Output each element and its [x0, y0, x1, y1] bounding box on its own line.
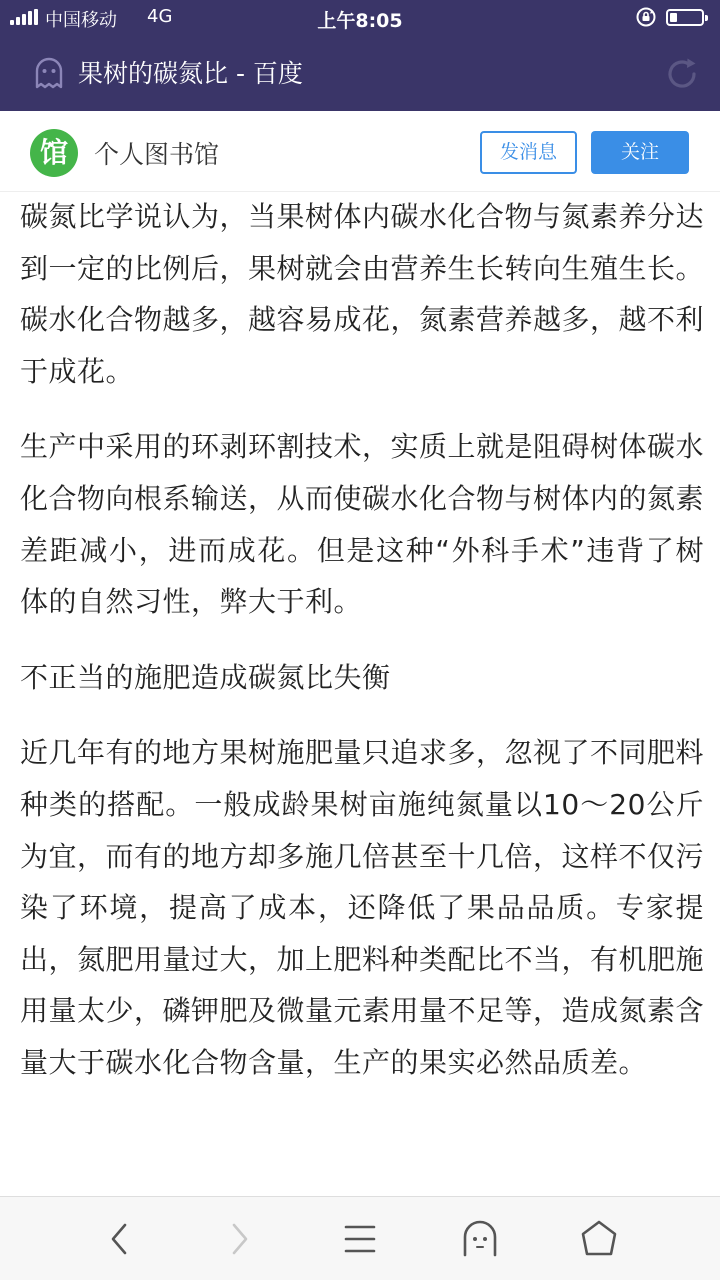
article-paragraph: 碳氮比学说认为，当果树体内碳水化合物与氮素养分达到一定的比例后，果树就会由营养生长转向生殖生长。碳水化合物越多，越容易成花，氮素营养越多，越不利于成花。: [20, 200, 704, 388]
article-paragraph: 近几年有的地方果树施肥量只追求多，忽视了不同肥料种类的搭配。一般成龄果树亩施纯氮量以10～20公斤为宜，而有的地方却多施几倍甚至十几倍，这样不仅污染了环境，提高了成本，还降低了果品品质。专家提出，氮肥用量过大，加上肥料种类配比不当，有机肥施用量太少，磷钾肥及微量元素用量不足等，造成氮素含量大于碳水化合物含量，生产的果实必然品质差。: [20, 736, 704, 1079]
carrier-name: 中国移动: [45, 10, 117, 31]
browser-title-bar: [0, 36, 720, 111]
forward-icon[interactable]: [217, 1217, 261, 1261]
browser-bottom-toolbar: [0, 1196, 720, 1280]
site-logo[interactable]: [30, 129, 78, 177]
rotation-lock-icon: [635, 6, 657, 28]
battery-icon: [666, 9, 704, 26]
status-bar: [0, 0, 720, 36]
article-paragraph: 生产中采用的环剥环割技术，实质上就是阻碍树体碳水化合物向根系输送，从而使碳水化合物与树体内的氮素差距减小，进而成花。但是这种“外科手术”违背了树体的自然习性，弊大于利。: [20, 430, 704, 619]
article-subheading: 不正当的施肥造成碳氮比失衡: [20, 660, 391, 694]
page-title: 果树的碳氮比 - 百度: [78, 59, 303, 88]
status-time: 上午8:05: [317, 10, 403, 32]
refresh-icon[interactable]: [664, 56, 700, 92]
home-icon[interactable]: [577, 1217, 621, 1261]
site-header: [0, 111, 720, 192]
logo-glyph: 馆: [39, 136, 68, 169]
send-message-button[interactable]: 发消息: [480, 131, 577, 174]
back-icon[interactable]: [98, 1217, 142, 1261]
network-type: 4G: [147, 6, 173, 27]
top-header: [0, 0, 720, 111]
site-name[interactable]: 个人图书馆: [94, 140, 220, 169]
ghost-tab-icon[interactable]: [458, 1217, 502, 1261]
follow-button[interactable]: 关注: [591, 131, 689, 174]
ghost-icon[interactable]: [33, 57, 65, 91]
article-content: [20, 191, 704, 1196]
menu-icon[interactable]: [338, 1217, 382, 1261]
